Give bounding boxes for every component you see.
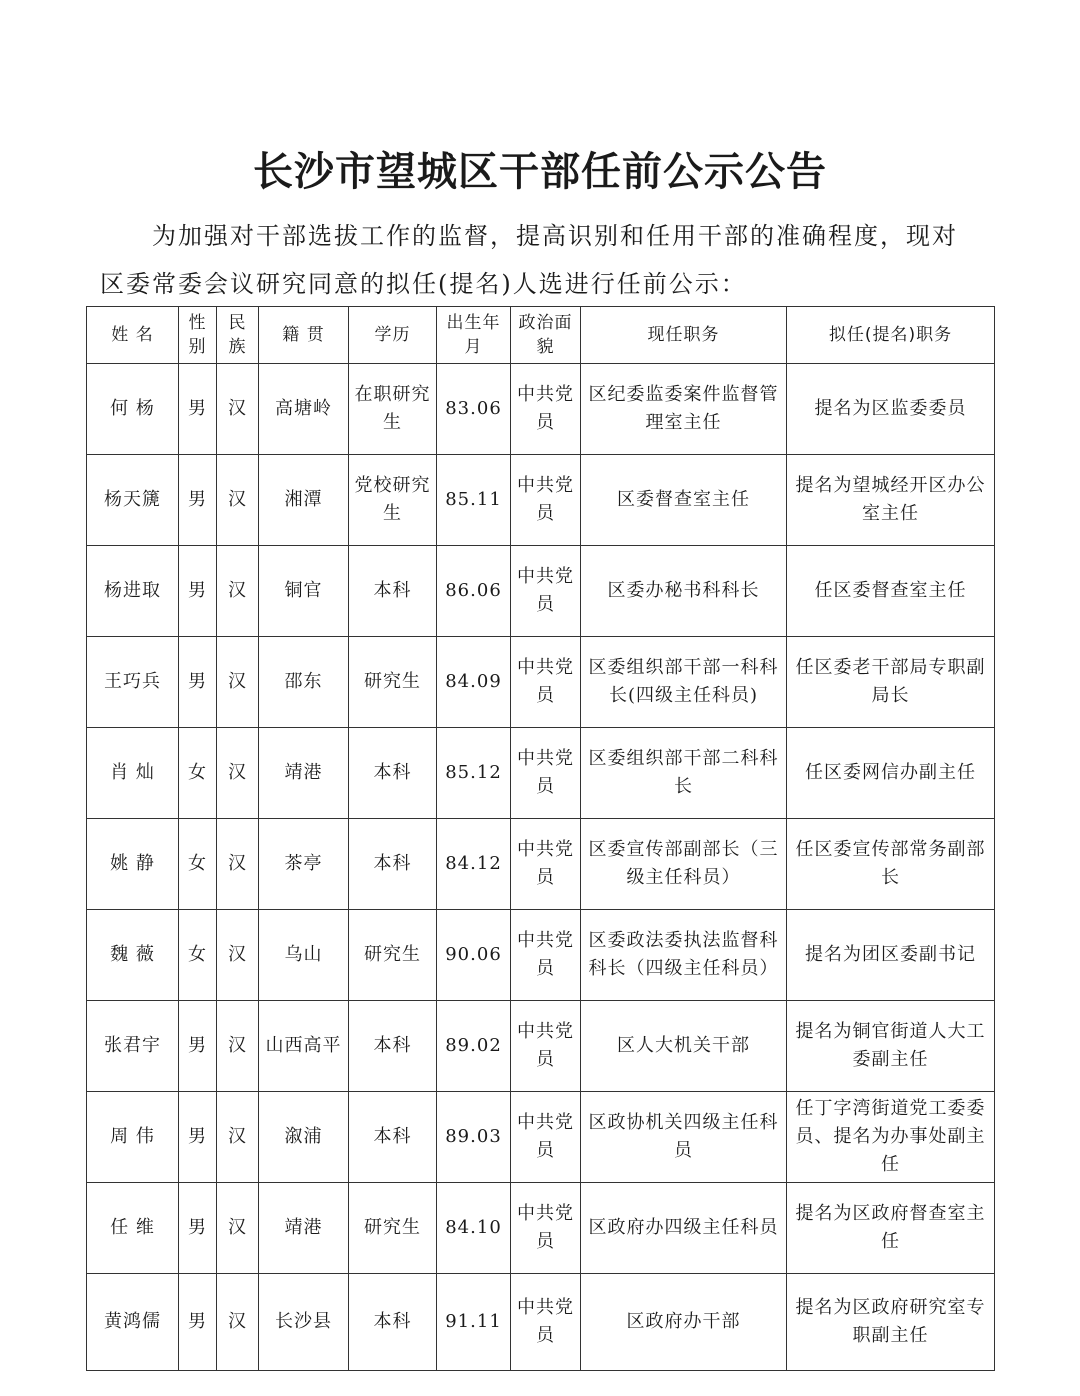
cell-hometown: 邵东	[259, 637, 349, 728]
cell-political: 中共党员	[511, 546, 581, 637]
cell-ethnicity: 汉	[217, 1092, 259, 1183]
cell-proposed-post: 任区委网信办副主任	[787, 728, 995, 819]
cell-name: 王巧兵	[87, 637, 179, 728]
cell-gender: 男	[179, 364, 217, 455]
cell-gender: 男	[179, 1001, 217, 1092]
header-gender: 性别	[179, 307, 217, 364]
cell-birth: 91.11	[437, 1274, 511, 1371]
cell-hometown: 湘潭	[259, 455, 349, 546]
cell-gender: 男	[179, 637, 217, 728]
cell-name: 魏 薇	[87, 910, 179, 1001]
table-row	[87, 546, 995, 637]
table-row	[87, 728, 995, 819]
cell-ethnicity: 汉	[217, 819, 259, 910]
cell-birth: 84.10	[437, 1183, 511, 1274]
cell-proposed-post: 任区委老干部局专职副局长	[787, 637, 995, 728]
cell-political: 中共党员	[511, 364, 581, 455]
cell-gender: 女	[179, 910, 217, 1001]
cell-ethnicity: 汉	[217, 546, 259, 637]
table-row	[87, 364, 995, 455]
candidate-table	[86, 306, 995, 1371]
cell-hometown: 溆浦	[259, 1092, 349, 1183]
cell-birth: 83.06	[437, 364, 511, 455]
cell-gender: 男	[179, 1183, 217, 1274]
cell-birth: 90.06	[437, 910, 511, 1001]
cell-gender: 男	[179, 546, 217, 637]
header-current-post: 现任职务	[581, 307, 787, 364]
cell-ethnicity: 汉	[217, 455, 259, 546]
cell-name: 杨天篪	[87, 455, 179, 546]
cell-hometown: 长沙县	[259, 1274, 349, 1371]
cell-current-post: 区政府办四级主任科员	[581, 1183, 787, 1274]
cell-education: 本科	[349, 546, 437, 637]
cell-birth: 86.06	[437, 546, 511, 637]
cell-education: 研究生	[349, 910, 437, 1001]
cell-proposed-post: 提名为区政府研究室专职副主任	[787, 1274, 995, 1371]
cell-ethnicity: 汉	[217, 637, 259, 728]
cell-current-post: 区纪委监委案件监督管理室主任	[581, 364, 787, 455]
cell-name: 肖 灿	[87, 728, 179, 819]
cell-name: 周 伟	[87, 1092, 179, 1183]
cell-political: 中共党员	[511, 1001, 581, 1092]
cell-hometown: 乌山	[259, 910, 349, 1001]
cell-ethnicity: 汉	[217, 1274, 259, 1371]
cell-current-post: 区人大机关干部	[581, 1001, 787, 1092]
cell-political: 中共党员	[511, 728, 581, 819]
cell-proposed-post: 任区委督查室主任	[787, 546, 995, 637]
cell-gender: 男	[179, 455, 217, 546]
cell-proposed-post: 提名为团区委副书记	[787, 910, 995, 1001]
cell-birth: 84.09	[437, 637, 511, 728]
header-hometown: 籍 贯	[259, 307, 349, 364]
cell-education: 研究生	[349, 1183, 437, 1274]
page-title: 长沙市望城区干部任前公示公告	[253, 149, 827, 195]
cell-ethnicity: 汉	[217, 1183, 259, 1274]
cell-education: 研究生	[349, 637, 437, 728]
cell-political: 中共党员	[511, 910, 581, 1001]
cell-political: 中共党员	[511, 819, 581, 910]
cell-name: 黄鸿儒	[87, 1274, 179, 1371]
cell-political: 中共党员	[511, 1092, 581, 1183]
cell-hometown: 靖港	[259, 728, 349, 819]
cell-birth: 85.12	[437, 728, 511, 819]
table-row	[87, 455, 995, 546]
cell-hometown: 高塘岭	[259, 364, 349, 455]
cell-education: 在职研究生	[349, 364, 437, 455]
cell-political: 中共党员	[511, 1183, 581, 1274]
cell-current-post: 区政府办干部	[581, 1274, 787, 1371]
cell-name: 杨进取	[87, 546, 179, 637]
table-row	[87, 1274, 995, 1371]
cell-education: 本科	[349, 819, 437, 910]
table-row	[87, 637, 995, 728]
header-name: 姓 名	[87, 307, 179, 364]
header-birth: 出生年月	[437, 307, 511, 364]
intro-paragraph: 为加强对干部选拔工作的监督，提高识别和任用干部的准确程度，现对区委常委会议研究同意的拟任(提名)人选进行任前公示：	[100, 222, 958, 298]
cell-birth: 85.11	[437, 455, 511, 546]
cell-hometown: 靖港	[259, 1183, 349, 1274]
table-row	[87, 1092, 995, 1183]
cell-birth: 89.02	[437, 1001, 511, 1092]
cell-political: 中共党员	[511, 455, 581, 546]
cell-name: 姚 静	[87, 819, 179, 910]
cell-gender: 男	[179, 1092, 217, 1183]
cell-proposed-post: 任区委宣传部常务副部长	[787, 819, 995, 910]
cell-hometown: 茶亭	[259, 819, 349, 910]
table-row	[87, 819, 995, 910]
cell-current-post: 区委督查室主任	[581, 455, 787, 546]
cell-current-post: 区委宣传部副部长（三级主任科员）	[581, 819, 787, 910]
cell-proposed-post: 提名为望城经开区办公室主任	[787, 455, 995, 546]
cell-birth: 84.12	[437, 819, 511, 910]
cell-education: 本科	[349, 728, 437, 819]
cell-political: 中共党员	[511, 637, 581, 728]
header-education: 学历	[349, 307, 437, 364]
cell-gender: 女	[179, 728, 217, 819]
cell-proposed-post: 提名为区政府督查室主任	[787, 1183, 995, 1274]
cell-current-post: 区政协机关四级主任科员	[581, 1092, 787, 1183]
cell-name: 何 杨	[87, 364, 179, 455]
table-row	[87, 910, 995, 1001]
cell-political: 中共党员	[511, 1274, 581, 1371]
header-political: 政治面貌	[511, 307, 581, 364]
cell-ethnicity: 汉	[217, 910, 259, 1001]
cell-gender: 女	[179, 819, 217, 910]
table-header-row	[87, 307, 995, 364]
cell-education: 本科	[349, 1001, 437, 1092]
table-row	[87, 1183, 995, 1274]
cell-education: 本科	[349, 1274, 437, 1371]
cell-proposed-post: 任丁字湾街道党工委委员、提名为办事处副主任	[787, 1092, 995, 1183]
cell-gender: 男	[179, 1274, 217, 1371]
cell-education: 党校研究生	[349, 455, 437, 546]
cell-ethnicity: 汉	[217, 364, 259, 455]
cell-birth: 89.03	[437, 1092, 511, 1183]
header-ethnicity: 民族	[217, 307, 259, 364]
cell-ethnicity: 汉	[217, 1001, 259, 1092]
cell-education: 本科	[349, 1092, 437, 1183]
cell-name: 任 维	[87, 1183, 179, 1274]
cell-hometown: 山西高平	[259, 1001, 349, 1092]
table-body	[87, 364, 995, 1371]
table-row	[87, 1001, 995, 1092]
cell-ethnicity: 汉	[217, 728, 259, 819]
cell-current-post: 区委组织部干部二科科长	[581, 728, 787, 819]
header-proposed-post: 拟任(提名)职务	[787, 307, 995, 364]
cell-proposed-post: 提名为铜官街道人大工委副主任	[787, 1001, 995, 1092]
cell-hometown: 铜官	[259, 546, 349, 637]
cell-name: 张君宇	[87, 1001, 179, 1092]
cell-proposed-post: 提名为区监委委员	[787, 364, 995, 455]
cell-current-post: 区委办秘书科科长	[581, 546, 787, 637]
cell-current-post: 区委组织部干部一科科长(四级主任科员)	[581, 637, 787, 728]
cell-current-post: 区委政法委执法监督科科长（四级主任科员）	[581, 910, 787, 1001]
